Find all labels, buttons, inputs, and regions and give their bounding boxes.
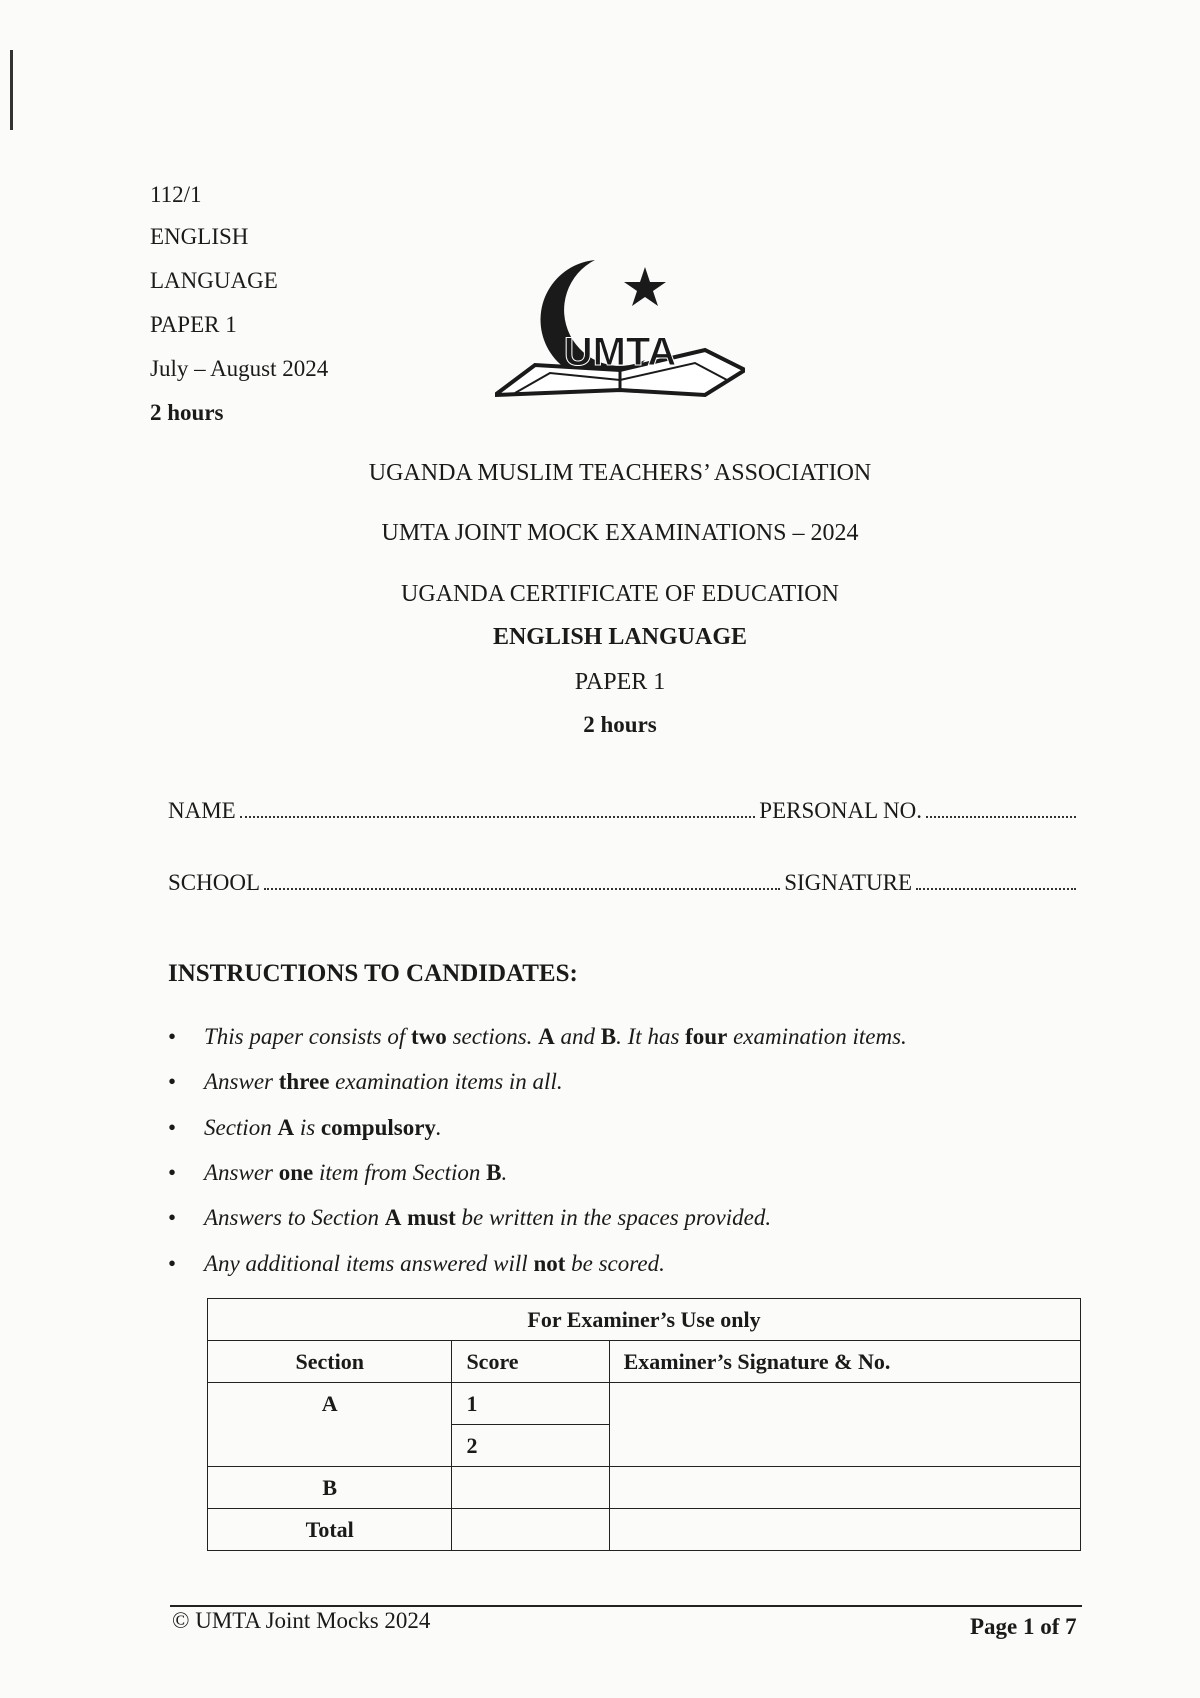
section-b-signature-cell[interactable]	[609, 1467, 1080, 1509]
total-cell: Total	[208, 1509, 452, 1551]
exam-period: July – August 2024	[150, 356, 329, 381]
paper-code: 112/1	[150, 182, 202, 207]
header-section: Section	[208, 1341, 452, 1383]
instruction-item: • Section A is compulsory.	[168, 1115, 442, 1140]
section-a-cell: A	[208, 1383, 452, 1467]
score-1-cell[interactable]: 1	[452, 1383, 609, 1425]
exam-title: UMTA JOINT MOCK EXAMINATIONS – 2024	[381, 520, 859, 546]
name-personal-row	[168, 798, 1080, 824]
footer-rule	[170, 1605, 1082, 1607]
footer-copyright: © UMTA Joint Mocks 2024	[172, 1608, 431, 1633]
certificate-title: UGANDA CERTIFICATE OF EDUCATION	[401, 581, 839, 607]
header-duration: 2 hours	[150, 400, 224, 425]
instruction-item: • This paper consists of two sections. A and B. It has four examination items.	[168, 1024, 907, 1049]
section-b-cell: B	[208, 1467, 452, 1509]
total-signature-cell[interactable]	[609, 1509, 1080, 1551]
subject-title: ENGLISH LANGUAGE	[492, 624, 748, 650]
paper-title: PAPER 1	[574, 669, 666, 695]
total-score-cell[interactable]	[452, 1509, 609, 1551]
instruction-item: • Answer three examination items in all.	[168, 1069, 563, 1094]
name-label: NAME	[168, 798, 236, 823]
table-caption: For Examiner’s Use only	[208, 1299, 1081, 1341]
scan-margin-mark	[10, 50, 13, 130]
section-b-score-cell[interactable]	[452, 1467, 609, 1509]
subject-line-1: ENGLISH	[150, 224, 249, 249]
signature-label: SIGNATURE	[784, 870, 912, 895]
logo-text: UMTA	[563, 330, 677, 374]
personal-no-field[interactable]	[926, 798, 1076, 818]
association-title: UGANDA MUSLIM TEACHERS’ ASSOCIATION	[368, 460, 872, 486]
school-label: SCHOOL	[168, 870, 261, 895]
school-field[interactable]	[264, 870, 780, 890]
school-signature-row	[168, 870, 1080, 896]
personal-no-label: PERSONAL NO.	[759, 798, 922, 823]
instruction-item: • Answer one item from Section B.	[168, 1160, 508, 1185]
instruction-item: • Any additional items answered will not be scored.	[168, 1251, 665, 1276]
footer-page-number: Page 1 of 7	[970, 1614, 1077, 1639]
duration-title: 2 hours	[583, 712, 657, 737]
header-signature: Examiner’s Signature & No.	[609, 1341, 1080, 1383]
instruction-item: • Answers to Section A must be written in the spaces provided.	[168, 1205, 772, 1230]
paper-label: PAPER 1	[150, 312, 237, 337]
name-field[interactable]	[240, 798, 756, 818]
score-2-cell[interactable]: 2	[452, 1425, 609, 1467]
header-score: Score	[452, 1341, 609, 1383]
section-a-signature-cell[interactable]	[609, 1383, 1080, 1467]
crescent-star-book-logo	[495, 255, 745, 405]
examiner-use-table	[207, 1298, 1081, 1551]
subject-line-2: LANGUAGE	[150, 268, 278, 293]
signature-field[interactable]	[916, 870, 1076, 890]
instructions-title: INSTRUCTIONS TO CANDIDATES:	[168, 960, 578, 987]
